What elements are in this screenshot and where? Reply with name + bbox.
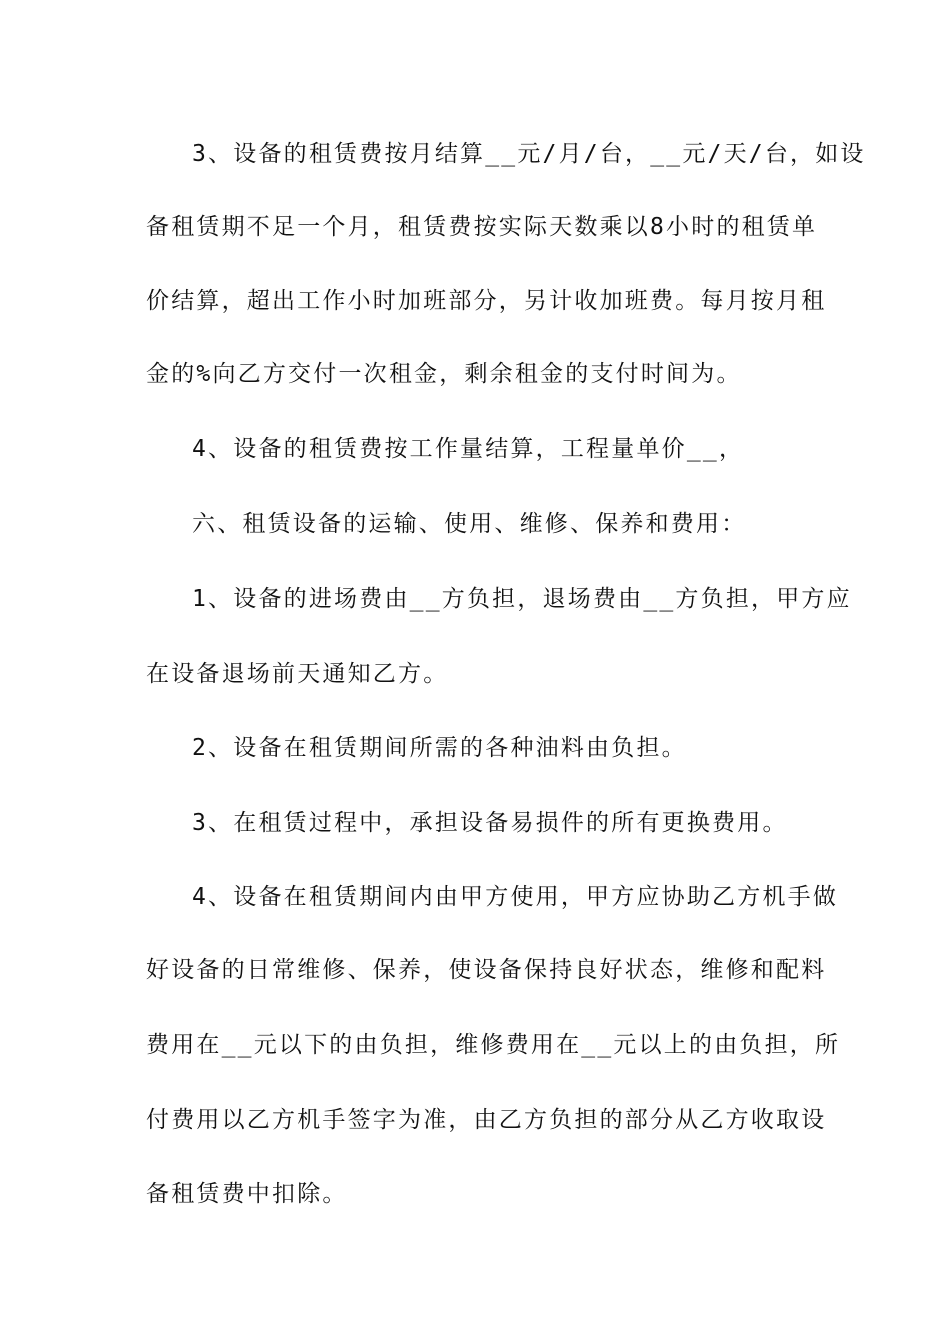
text-line: 1、设备的进场费由__方负担，退场费由__方负担，甲方应: [192, 586, 852, 612]
text-line: 好设备的日常维修、保养，使设备保持良好状态，维修和配料: [146, 957, 827, 983]
text-line: 金的%向乙方交付一次租金，剩余租金的支付时间为。: [146, 361, 742, 387]
text-line: 在设备退场前天通知乙方。: [146, 661, 449, 687]
text-line: 费用在__元以下的由负担，维修费用在__元以上的由负担，所: [146, 1032, 841, 1058]
text-line: 付费用以乙方机手签字为准，由乙方负担的部分从乙方收取设: [146, 1107, 827, 1133]
text-line: 备租赁费中扣除。: [146, 1181, 348, 1207]
text-line: 备租赁期不足一个月，租赁费按实际天数乘以8小时的租赁单: [146, 214, 818, 240]
text-line: 3、在租赁过程中，承担设备易损件的所有更换费用。: [192, 810, 788, 836]
section-heading: 六、租赁设备的运输、使用、维修、保养和费用：: [192, 511, 747, 537]
text-line: 4、设备在租赁期间内由甲方使用，甲方应协助乙方机手做: [192, 884, 839, 910]
text-line: 价结算，超出工作小时加班部分，另计收加班费。每月按月租: [146, 288, 827, 314]
text-line: 4、设备的租赁费按工作量结算，工程量单价__，: [192, 436, 745, 462]
text-line: 2、设备在租赁期间所需的各种油料由负担。: [192, 735, 687, 761]
text-line: 3、设备的租赁费按月结算__元/月/台，__元/天/台，如设: [192, 141, 866, 167]
